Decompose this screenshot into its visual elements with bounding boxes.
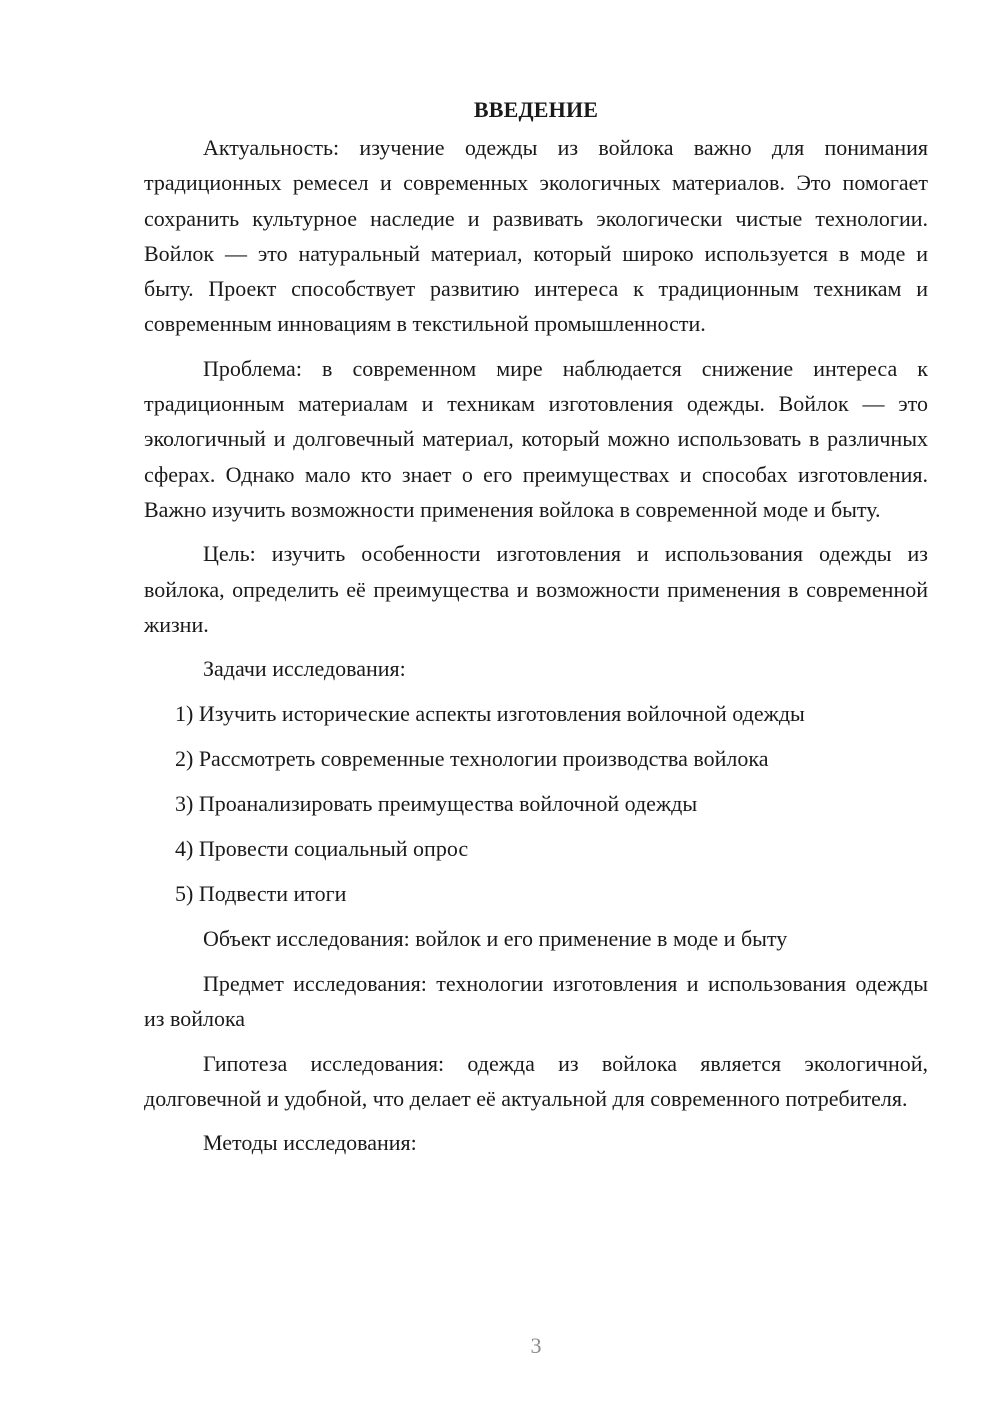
methods-label: Методы исследования:	[203, 1130, 417, 1156]
task-item: 4) Провести социальный опрос	[175, 836, 469, 862]
task-item: 2) Рассмотреть современные технологии производства войлока	[175, 746, 769, 772]
page-title: ВВЕДЕНИЕ	[473, 97, 599, 122]
page-number: 3	[530, 1333, 542, 1358]
relevance-paragraph: Актуальность: изучение одежды из войлока важно для понимания традиционных ремесел и современных экологичных материалов. Это помогает сохранить культурное наследие и развивать экологически чистые технологии. Войлок — это натуральный материал, который широко используется в моде и быту. Проект способствует развитию интереса к традиционным техникам и современным инновациям в текстильной промышленности.	[144, 135, 928, 337]
task-item: 5) Подвести итоги	[175, 881, 347, 907]
tasks-list	[144, 696, 928, 911]
document-page	[144, 92, 928, 1170]
subject-paragraph: Предмет исследования: технологии изготовления и использования одежды из войлока	[144, 971, 928, 1032]
goal-paragraph: Цель: изучить особенности изготовления и использования одежды из войлока, определить её преимущества и возможности применения в современной жизни.	[144, 541, 928, 637]
hypothesis-paragraph: Гипотеза исследования: одежда из войлока является экологичной, долговечной и удобной, что делает её актуальной для современного потребителя.	[144, 1050, 928, 1112]
object-paragraph: Объект исследования: войлок и его применение в моде и быту	[203, 926, 788, 952]
task-item: 1) Изучить исторические аспекты изготовления войлочной одежды	[175, 701, 805, 727]
problem-paragraph: Проблема: в современном мире наблюдается снижение интереса к традиционным материалам и техникам изготовления одежды. Войлок — это экологичный и долговечный материал, который можно использовать в различных сферах. Однако мало кто знает о его преимуществах и способах изготовления. Важно изучить возможности применения войлока в современной моде и быту.	[144, 355, 928, 522]
task-item: 3) Проанализировать преимущества войлочной одежды	[175, 791, 698, 817]
tasks-label: Задачи исследования:	[203, 656, 406, 682]
